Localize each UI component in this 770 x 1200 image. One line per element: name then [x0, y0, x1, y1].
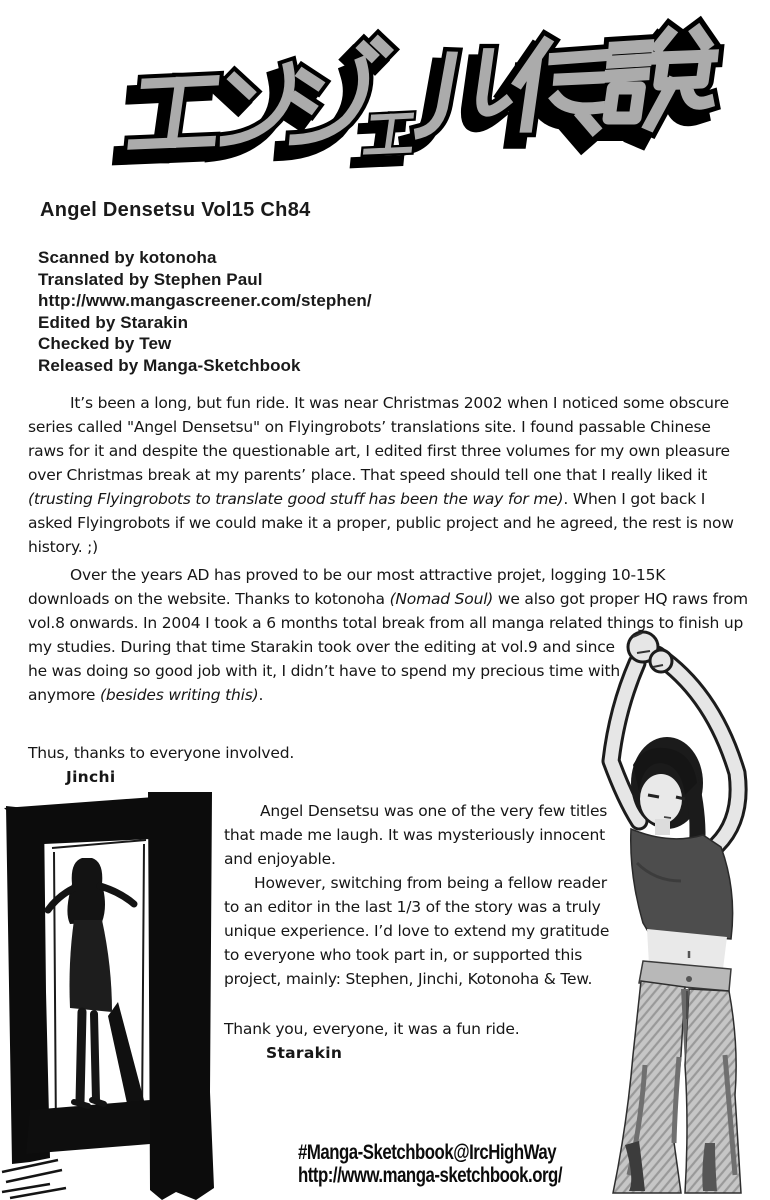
- footer-url: http://www.manga-sketchbook.org/: [298, 1164, 563, 1187]
- credits-block: [38, 247, 372, 376]
- credit-line-edited: Edited by Starakin: [38, 312, 189, 332]
- chapter-title: Angel Densetsu Vol15 Ch84: [40, 199, 311, 221]
- starakin-paragraph-1: Angel Densetsu was one of the very few titles that made me laugh. It was mysteriously innocent and enjoyable.: [224, 802, 608, 868]
- starakin-signature: Starakin: [266, 1044, 343, 1062]
- jinchi-paragraph-1-text: It’s been a long, but fun ride. It was near Christmas 2002 when I noticed some obscure series called "Angel Densetsu" on Flyingrobots’ translations site. I found passable Chinese raws for it and despite the questionable art, I edited first three volumes for my own pleasure over Christmas break at my parents’ place. That speed should tell one that I really liked it (trusting Flyingrobots to translate good stuff has been the way for me). When I got back I asked Flyingrobots if we could make it a proper, public project and he agreed, the rest is now history. ;): [28, 394, 734, 556]
- release-group-footer: [298, 1141, 628, 1187]
- credit-line-released: Released by Manga-Sketchbook: [38, 355, 301, 375]
- starakin-closing: Thank you, everyone, it was a fun ride.: [224, 1020, 520, 1038]
- starakin-paragraph-2: However, switching from being a fellow reader to an editor in the last 1/3 of the story was a truly unique experience. I’d love to extend my gratitude to everyone who took part in, or supported this project, mainly: Stephen, Jinchi, Kotonoha & Tew.: [224, 874, 610, 988]
- credit-line-translated: Translated by Stephen Paul: [38, 269, 263, 289]
- jinchi-paragraph-2-text: Over the years AD has proved to be our most attractive projet, logging 10-15K downloads on the website. Thanks to kotonoha (Nomad Soul) we also got proper HQ raws from vol.8 onwards. In 2004 I took a 6 months total break from all manga related things to finish up my studies. During that time Starakin took over the editing at vol.9 and since he was doing so good job with it, I didn’t have to spend my precious time with it anymore (besides writing this).: [28, 566, 748, 704]
- angel-densetsu-logo: [0, 12, 770, 202]
- credit-line-translator-url: http://www.mangascreener.com/stephen/: [38, 291, 372, 310]
- jinchi-signature: Jinchi: [66, 768, 116, 786]
- jinchi-paragraph-1: [28, 391, 748, 559]
- stretching-girl-illustration: [585, 623, 770, 1200]
- credit-line-checked: Checked by Tew: [38, 334, 172, 353]
- doorway-silhouette-illustration: [0, 792, 216, 1200]
- footer-irc-channel: #Manga-Sketchbook@IrcHighWay: [298, 1141, 557, 1164]
- credit-line-scanned: Scanned by kotonoha: [38, 248, 217, 267]
- starakin-note: [224, 799, 622, 1065]
- jinchi-closing: Thus, thanks to everyone involved.: [28, 744, 295, 762]
